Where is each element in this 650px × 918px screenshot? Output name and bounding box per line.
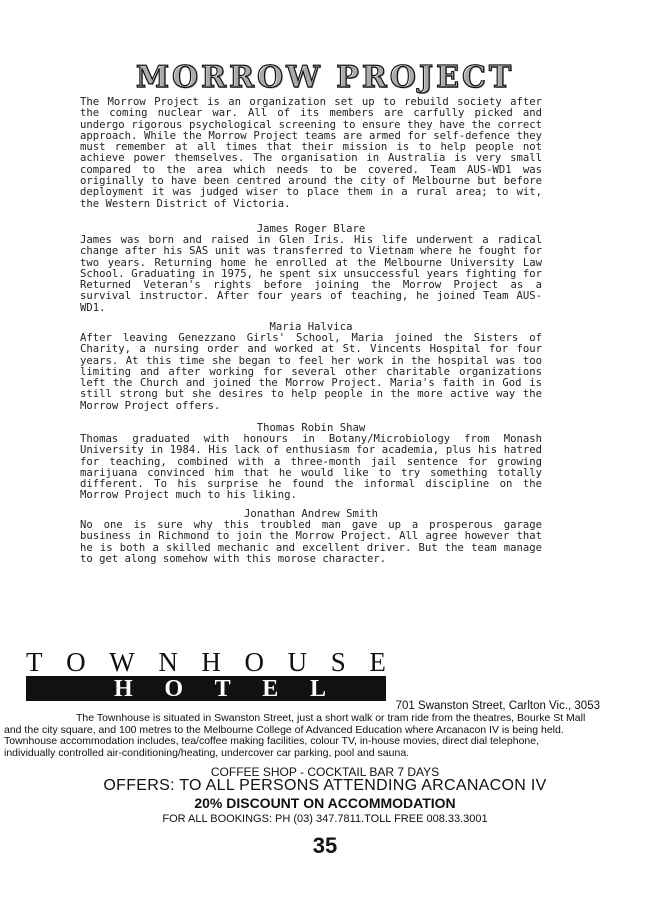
offers-line: OFFERS: TO ALL PERSONS ATTENDING ARCANACON IV bbox=[103, 777, 547, 794]
logo-letter: U bbox=[287, 647, 308, 677]
description-line: The Townhouse is situated in Swanston Street, just a short walk or tram ride from the theatres, Bourke St Mall bbox=[76, 712, 586, 724]
logo-letter: H bbox=[114, 676, 133, 702]
logo-letter: H bbox=[201, 647, 221, 677]
bio-text: James was born and raised in Glen Iris. His life underwent a radical change after his SAS unit was transferred to Vietnam where he fought for two years. Returning home he enrolled at the Melbourne University Law School. Graduating in 1975, he spent six unsuccessful years fighting for Returned Veteran's rights before joining the Morrow Project as a survival instructor. After four years of teaching, he joined Team AUS-WD1. bbox=[80, 234, 542, 314]
bio-text: Thomas graduated with honours in Botany/Microbiology from Monash University in 1984. His lack of enthusiasm for academia, plus his hatred for teaching, combined with a three-month jail sentence for growing marijuana convinced him that he would like to try something totally different. To his surprise he found the informal discipline on the Morrow Project much to his liking. bbox=[80, 433, 542, 502]
description-line: Townhouse accommodation includes, tea/coffee making facilities, colour TV, in-house movies, direct dial telephone, bbox=[4, 735, 540, 747]
description-line: and the city square, and 100 metres to the Melbourne College of Advanced Education where Arcanacon IV is being held. bbox=[4, 723, 564, 736]
member-name-halvica: Maria Halvica bbox=[269, 321, 353, 333]
hotel-address: 701 Swanston Street, Carlton Vic., 3053 bbox=[395, 700, 600, 712]
logo-letter: O bbox=[244, 647, 265, 677]
member-bio-halvica bbox=[80, 333, 542, 412]
bio-text: No one is sure why this troubled man gave up a prosperous garage business in Richmond to join the Morrow Project. All agree however that he is both a skilled mechanic and excellent driver. But the team manage to get along somehow with this morose character. bbox=[80, 519, 542, 565]
logo-letter: S bbox=[330, 647, 346, 677]
member-bio-shaw bbox=[80, 434, 542, 502]
page-title: MORROW PROJECT bbox=[135, 60, 515, 95]
townhouse-logo-top bbox=[26, 648, 386, 677]
member-name-smith: Jonathan Andrew Smith bbox=[244, 508, 378, 520]
townhouse-logo-bottom bbox=[26, 677, 386, 701]
member-name-blare: James Roger Blare bbox=[256, 223, 366, 235]
coffee-shop-line: COFFEE SHOP - COCKTAIL BAR 7 DAYS bbox=[210, 765, 440, 779]
logo-letter: N bbox=[158, 647, 178, 677]
logo-letter: E bbox=[262, 676, 279, 702]
intro-text: The Morrow Project is an organization set up to rebuild society after the coming nuclear war. All of its members are carfully picked and undergo rigorous psychological screening to ensure they have the correct approach. While the Morrow Project teams are armed for self-defence they must remember at all times that their mission is to help people not achieve power themselves. The organisation in Australia is very small compared to the area which needs to be covered. Team AUS-WD1 was originally to have been centred around the city of Melbourne but before deployment it was judged wiser to place them in a rural area; to wit, the Western District of Victoria. bbox=[80, 96, 542, 210]
member-name-shaw: Thomas Robin Shaw bbox=[256, 422, 366, 434]
hotel-description bbox=[4, 713, 624, 759]
logo-letter: T bbox=[214, 676, 231, 702]
logo-letter: W bbox=[109, 647, 135, 677]
logo-letter: O bbox=[164, 676, 183, 702]
logo-letter: O bbox=[66, 647, 86, 677]
logo-letter: E bbox=[369, 647, 386, 677]
bio-text: After leaving Genezzano Girls' School, Maria joined the Sisters of Charity, a nursing order and worked at St. Vincents Hospital for four years. At this time she began to feel her work in the hospital was too limiting and after working for several other charitable organizations left the Church and joined the Morrow Project. Maria's faith in God is still strong but she desires to help people in the more active way the Morrow Project offers. bbox=[80, 332, 542, 412]
bookings-line: FOR ALL BOOKINGS: PH (03) 347.7811.TOLL FREE 008.33.3001 bbox=[162, 813, 488, 825]
logo-letter: T bbox=[26, 647, 43, 677]
discount-line: 20% DISCOUNT ON ACCOMMODATION bbox=[194, 795, 456, 811]
logo-letter: L bbox=[309, 676, 326, 702]
description-line: individually controlled air-conditioning/heating, undercover car parking, pool and sauna. bbox=[4, 746, 410, 759]
page-number: 35 bbox=[312, 833, 338, 858]
member-bio-smith bbox=[80, 520, 542, 565]
member-bio-blare bbox=[80, 235, 542, 314]
intro-paragraph bbox=[80, 97, 542, 210]
